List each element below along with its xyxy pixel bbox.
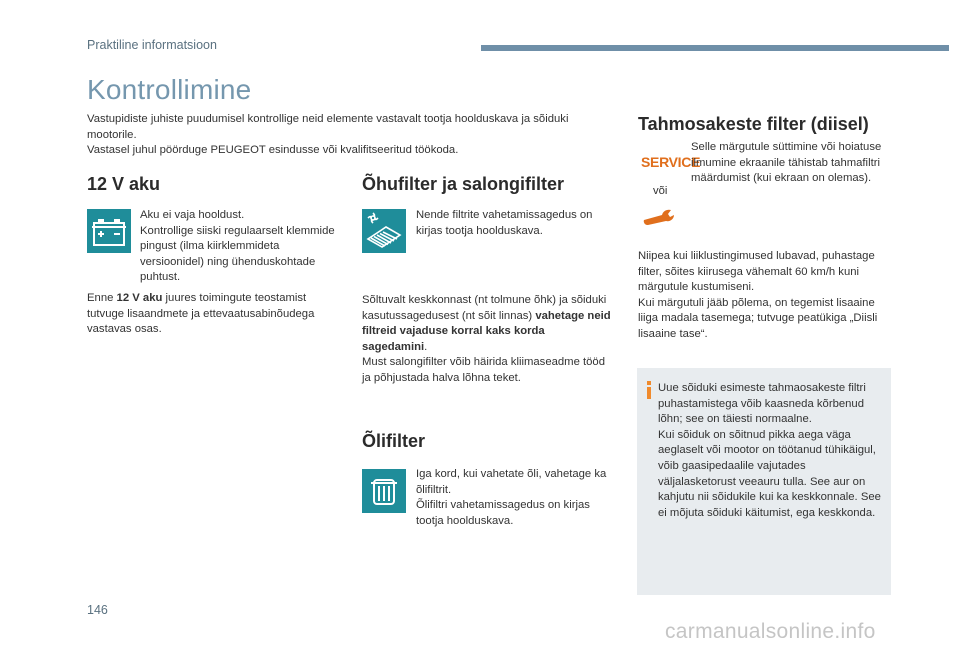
or-label: või (653, 185, 668, 197)
particle-filter-line-1: Niipea kui liiklustingimused lubavad, puhastage filter, sõites kiirusega vähemalt 60 km/h kuni märgutule kustumiseni. (638, 250, 875, 294)
page-number: 146 (87, 603, 108, 617)
air-filter-paragraph (362, 293, 612, 387)
wrench-icon (642, 208, 676, 231)
service-text: Selle märgutule süttimine või hoiatuse ilmumine ekraanile tähistab tahmafiltri määrdumist (kui ekraan on olemas). (691, 141, 882, 185)
particle-filter-paragraph (638, 249, 892, 343)
battery-note (87, 291, 337, 338)
particle-filter-line-2: Kui märgutuli jääb põlema, on tegemist lisaaine liiga madala tasemega; tutvuge peatükiga „Diisli lisaaine tase“. (638, 296, 878, 340)
air-filter-para-2: Must salongifilter võib häirida kliimaseadme tööd ja põhjustada halva lõhna teket. (362, 356, 605, 384)
battery-note-suffix: juures toimingute teostamist tutvuge lisaandmete ja ettevaatusabinõudega vastavas osas. (87, 292, 315, 336)
intro-text (87, 112, 607, 159)
battery-note-prefix: Enne (87, 292, 117, 304)
air-filter-para-prefix: Sõltuvalt keskkonnast (nt tolmune õhk) ja sõiduki kasutussagedusest (nt sõit linnas) (362, 294, 607, 322)
battery-icon (87, 209, 131, 253)
air-filter-text: Nende filtrite vahetamissagedus on kirjas tootja hoolduskava. (416, 209, 593, 237)
info-icon (647, 381, 651, 399)
oil-filter-icon (362, 469, 406, 513)
battery-note-bold: 12 V aku (116, 292, 163, 304)
battery-text (140, 208, 340, 286)
particle-filter-heading: Tahmosakeste filter (diisel) (638, 114, 869, 134)
air-filter-para-bold: vahetage neid filtreid vajaduse korral kaks korda sagedamini (362, 309, 611, 353)
battery-text-line-1: Aku ei vaja hooldust. (140, 209, 245, 221)
air-filter-heading: Õhufilter ja salongifilter (362, 174, 565, 194)
oil-filter-heading: Õlifilter (362, 431, 426, 451)
section-label: Praktiline informatsioon (87, 38, 217, 52)
watermark: carmanualsonline.info (665, 620, 876, 643)
service-warning-icon: SERVICE (641, 154, 701, 170)
info-line-2: Kui sõiduk on sõitnud pikka aega väga aeglaselt või mootor on töötanud tühikäigul, võib gaasipedaalile vajutades väljalasketorust veeauru tulla. See aur on kahjutu nii sõidukile kui ka keskkonnale. See ei mõjuta sõiduki käitumist, ega keskkonda. (658, 428, 881, 519)
battery-heading: 12 V aku (87, 174, 161, 194)
air-filter-para-suffix: . (424, 340, 428, 353)
header-accent-bar (481, 45, 949, 51)
intro-line-1: Vastupidiste juhiste puudumisel kontrollige neid elemente vastavalt tootja hoolduskava ja sõiduki mootorile. (87, 113, 569, 141)
battery-text-line-2: Kontrollige siiski regulaarselt klemmide pingust (ilma kiirklemmideta versioonidel) ning ühenduskohtade puhtust. (140, 224, 335, 284)
intro-line-2: Vastasel juhul pöörduge PEUGEOT esindusse või kvalifitseeritud töökoda. (87, 144, 459, 156)
page-title: Kontrollimine (87, 74, 252, 105)
oil-filter-line-1: Iga kord, kui vahetate õli, vahetage ka õlifiltrit. (416, 468, 607, 496)
air-filter-icon (362, 209, 406, 253)
oil-filter-line-2: Õlifiltri vahetamissagedus on kirjas tootja hoolduskava. (416, 499, 590, 527)
info-text (658, 381, 886, 521)
oil-filter-text (416, 467, 612, 529)
info-line-1: Uue sõiduki esimeste tahmaosakeste filtri puhastamistega võib kaasneda kõrbenud lõhn; see on täiesti normaalne. (658, 382, 866, 426)
